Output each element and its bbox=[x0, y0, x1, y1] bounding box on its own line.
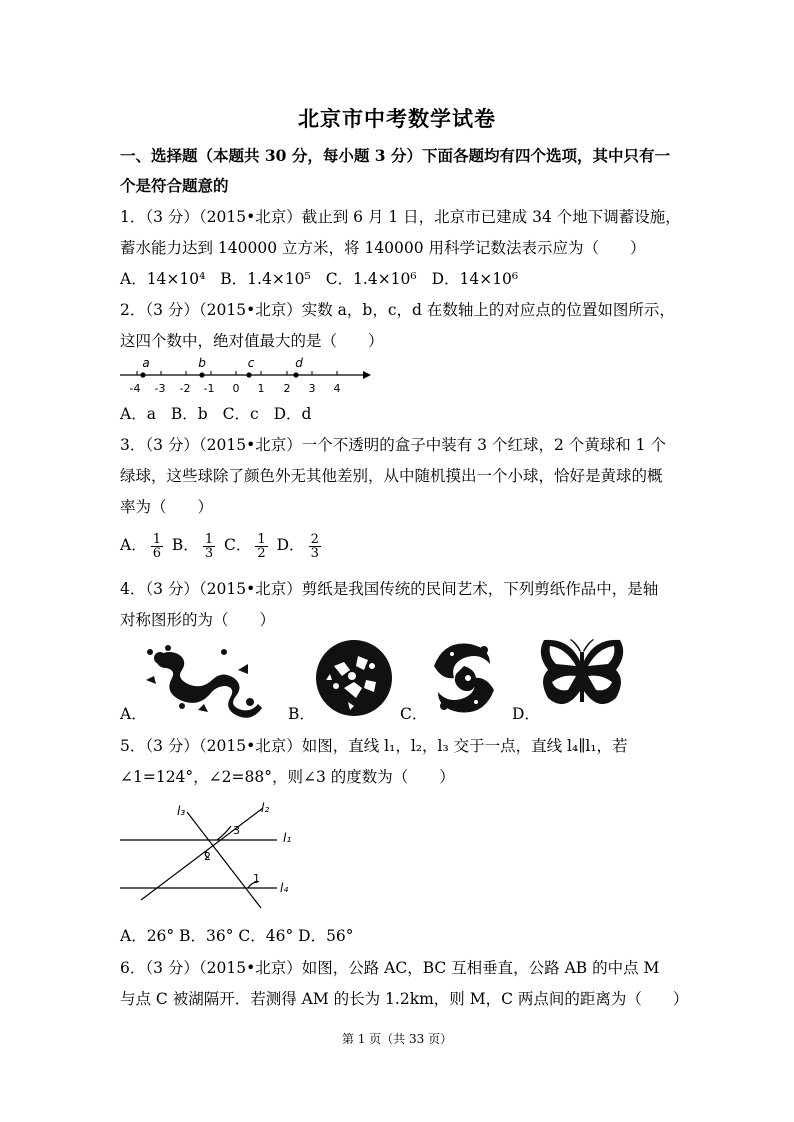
q2-option-b: B．b bbox=[170, 405, 208, 423]
fraction: $\frac{1}{3}$ bbox=[204, 531, 214, 561]
q5-options: A．26° B．36° C．46° D．56° bbox=[120, 927, 354, 945]
section-heading-line1: 一、选择题（本题共 30 分，每小题 3 分）下面各题均有四个选项，其中只有一 bbox=[120, 146, 670, 165]
q3-option-a-label: A． bbox=[120, 536, 147, 554]
q4-option-a: A． bbox=[120, 705, 147, 723]
point-c bbox=[246, 372, 251, 377]
point-b bbox=[199, 372, 204, 377]
q2-option-c: C．c bbox=[222, 405, 259, 423]
point-a bbox=[140, 372, 145, 377]
tick-label: -4 bbox=[129, 382, 141, 395]
tick-label: -1 bbox=[203, 382, 215, 395]
q1-option-b: B．1.4×10⁵ bbox=[220, 270, 311, 288]
tick-label: -2 bbox=[179, 382, 191, 395]
parallel-lines-figure bbox=[115, 798, 305, 913]
q5-line1: 5．（3 分）（2015•北京）如图，直线 l₁，l₂，l₃ 交于一点，直线 l₄∥l₁，若 bbox=[120, 737, 628, 755]
q2-line2: 这四个数中，绝对值最大的是（ ） bbox=[120, 332, 384, 350]
q1-option-d: D．14×10⁶ bbox=[431, 270, 519, 288]
angle-1-label: 1 bbox=[253, 872, 260, 885]
angle-3-label: 3 bbox=[233, 824, 240, 837]
label-l1: l₁ bbox=[283, 831, 292, 845]
tick-label: 3 bbox=[308, 382, 316, 395]
q3-option-d-label: D． bbox=[276, 536, 305, 554]
q1-option-a: A．14×10⁴ bbox=[120, 270, 206, 288]
fraction: $\frac{1}{2}$ bbox=[257, 531, 266, 561]
q5-line2: ∠1=124°，∠2=88°，则∠3 的度数为（ ） bbox=[120, 768, 455, 786]
point-label: d bbox=[295, 356, 303, 370]
q6-line1: 6．（3 分）（2015•北京）如图，公路 AC，BC 互相垂直，公路 AB 的中点 M bbox=[120, 959, 660, 977]
q3-line2: 绿球，这些球除了颜色外无其他差别，从中随机摸出一个小球，恰好是黄球的概 bbox=[120, 467, 663, 485]
point-d bbox=[293, 372, 298, 377]
q2-options bbox=[120, 404, 321, 424]
fraction: $\frac{2}{3}$ bbox=[310, 531, 319, 561]
q1-line2: 蓄水能力达到 140000 立方米，将 140000 用科学记数法表示应为（ ） bbox=[120, 239, 646, 257]
q4-option-c: C． bbox=[400, 705, 428, 723]
q4-option-d: D． bbox=[512, 705, 540, 723]
label-l2: l₂ bbox=[261, 801, 270, 815]
tick-label: -3 bbox=[154, 382, 166, 395]
fraction: $\frac{1}{6}$ bbox=[152, 531, 161, 561]
section-heading-line2: 个是符合题意的 bbox=[120, 176, 229, 195]
q3-options bbox=[120, 528, 325, 562]
q3-option-b-label: B． bbox=[171, 536, 199, 554]
papercut-dragon-image bbox=[138, 640, 268, 720]
angle-2-label: 2 bbox=[204, 850, 211, 863]
point-label: b bbox=[198, 356, 206, 370]
point-label: c bbox=[247, 356, 255, 370]
page-footer: 第 1 页（共 33 页） bbox=[341, 1032, 453, 1046]
q1-options bbox=[120, 269, 528, 289]
q2-option-a: A．a bbox=[120, 405, 156, 423]
q6-line2: 与点 C 被湖隔开．若测得 AM 的长为 1.2km，则 M，C 两点间的距离为（ ） bbox=[120, 990, 689, 1008]
q2-option-d: D．d bbox=[273, 405, 312, 423]
label-l4: l₄ bbox=[280, 881, 289, 895]
tick-label: 4 bbox=[333, 382, 341, 395]
q1-option-c: C．1.4×10⁶ bbox=[325, 270, 417, 288]
q1-line1: 1．（3 分）（2015•北京）截止到 6 月 1 日，北京市已建成 34 个地下调蓄设施， bbox=[120, 208, 681, 226]
page-title: 北京市中考数学试卷 bbox=[298, 106, 496, 131]
q3-line1: 3．（3 分）（2015•北京）一个不透明的盒子中装有 3 个红球，2 个黄球和 1 个 bbox=[120, 436, 666, 454]
q4-line1: 4．（3 分）（2015•北京）剪纸是我国传统的民间艺术，下列剪纸作品中，是轴 bbox=[120, 580, 659, 598]
q3-line3: 率为（ ） bbox=[120, 498, 214, 516]
q4-line2: 对称图形的为（ ） bbox=[120, 611, 276, 629]
q2-line1: 2．（3 分）（2015•北京）实数 a，b，c，d 在数轴上的对应点的位置如图所示， bbox=[120, 301, 675, 319]
label-l3: l₃ bbox=[177, 804, 186, 818]
tick-label: 2 bbox=[283, 382, 291, 395]
tick-label: 0 bbox=[232, 382, 240, 395]
point-label: a bbox=[142, 356, 150, 370]
papercut-circle-image bbox=[314, 636, 394, 720]
tick-label: 1 bbox=[257, 382, 265, 395]
number-line-figure bbox=[115, 356, 375, 398]
papercut-fish-image bbox=[424, 636, 504, 720]
q4-option-b: B． bbox=[288, 705, 315, 723]
q3-option-c-label: C． bbox=[224, 536, 252, 554]
papercut-butterfly-image bbox=[536, 636, 628, 716]
